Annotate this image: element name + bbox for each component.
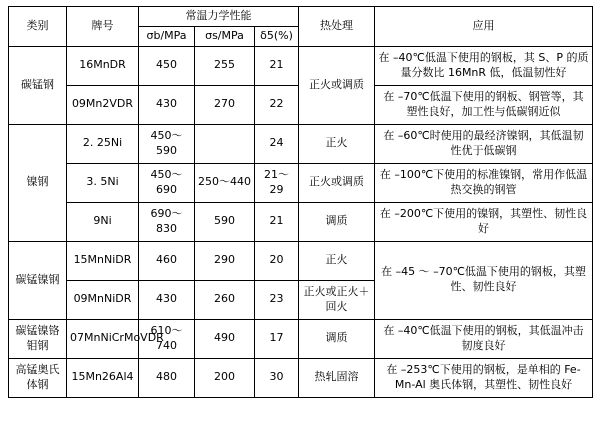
cell-heat-treatment: 正火 [299,124,375,163]
cell-sigma-s [195,124,255,163]
cell-sigma-s: 590 [195,202,255,241]
cell-sigma-s: 270 [195,85,255,124]
header-category: 类别 [9,7,67,47]
cell-grade: 07MnNiCrMoVDR [67,319,139,358]
cell-category: 碳锰镍铬钼钢 [9,319,67,358]
header-mechanical-properties: 常温力学性能 [139,7,299,27]
cell-delta5: 23 [255,280,299,319]
cell-sigma-b: 610～740 [139,319,195,358]
table-row [9,202,593,241]
cell-grade: 9Ni [67,202,139,241]
cell-delta5: 30 [255,358,299,397]
cell-delta5: 20 [255,241,299,280]
cell-delta5: 22 [255,85,299,124]
cell-heat-treatment: 调质 [299,319,375,358]
cell-category: 镍钢 [9,124,67,241]
cell-sigma-s: 490 [195,319,255,358]
cell-sigma-b: 450～590 [139,124,195,163]
header-delta5: δ5(%) [255,26,299,46]
cell-heat-treatment: 正火 [299,241,375,280]
cell-application: 在 –100℃下使用的标准镍钢，常用作低温热交换的钢管 [375,163,593,202]
table-row [9,358,593,397]
header-sigma-b: σb/MPa [139,26,195,46]
cell-sigma-s: 260 [195,280,255,319]
cell-sigma-b: 690～830 [139,202,195,241]
cell-grade: 16MnDR [67,46,139,85]
cell-application: 在 –60℃时使用的最经济镍钢，其低温韧性优于低碳钢 [375,124,593,163]
cell-application: 在 –70℃低温下使用的钢板、钢管等，其塑性良好，加工性与低碳钢近似 [375,85,593,124]
cell-grade: 3. 5Ni [67,163,139,202]
cell-grade: 09MnNiDR [67,280,139,319]
cell-sigma-b: 450 [139,46,195,85]
cell-heat-treatment: 正火或调质 [299,163,375,202]
header-application: 应用 [375,7,593,47]
cell-category: 碳锰镍钢 [9,241,67,319]
cell-grade: 09Mn2VDR [67,85,139,124]
cell-heat-treatment: 正火或调质 [299,46,375,124]
cell-grade: 15MnNiDR [67,241,139,280]
header-heat-treatment: 热处理 [299,7,375,47]
table-row [9,46,593,85]
cell-sigma-b: 430 [139,280,195,319]
cell-application: 在 –253℃下使用的钢板，是单相的 Fe-Mn-Al 奥氏体钢，其塑性、韧性良好 [375,358,593,397]
low-temperature-steel-table [8,6,593,398]
cell-heat-treatment: 热轧固溶 [299,358,375,397]
cell-delta5: 17 [255,319,299,358]
cell-sigma-s: 290 [195,241,255,280]
cell-delta5: 24 [255,124,299,163]
cell-delta5: 21～29 [255,163,299,202]
header-sigma-s: σs/MPa [195,26,255,46]
cell-application: 在 –40℃低温下使用的钢板，其低温冲击韧度良好 [375,319,593,358]
table-header-row-top [9,7,593,27]
cell-application: 在 –45 ～ –70℃低温下使用的钢板，其塑性、韧性良好 [375,241,593,319]
header-grade: 牌号 [67,7,139,47]
document-page [0,6,600,448]
cell-sigma-b: 460 [139,241,195,280]
cell-sigma-b: 430 [139,85,195,124]
cell-grade: 15Mn26Al4 [67,358,139,397]
cell-category: 高锰奥氏体钢 [9,358,67,397]
cell-delta5: 21 [255,202,299,241]
cell-delta5: 21 [255,46,299,85]
cell-category: 碳锰钢 [9,46,67,124]
table-row [9,319,593,358]
table-row [9,124,593,163]
cell-heat-treatment: 调质 [299,202,375,241]
table-row [9,163,593,202]
cell-heat-treatment: 正火或正火＋回火 [299,280,375,319]
cell-sigma-s: 200 [195,358,255,397]
cell-application: 在 –200℃下使用的镍钢，其塑性、韧性良好 [375,202,593,241]
cell-sigma-s: 250～440 [195,163,255,202]
cell-sigma-b: 450～690 [139,163,195,202]
cell-application: 在 –40℃低温下使用的钢板，其 S、P 的质量分数比 16MnR 低，低温韧性好 [375,46,593,85]
cell-sigma-b: 480 [139,358,195,397]
cell-grade: 2. 25Ni [67,124,139,163]
cell-sigma-s: 255 [195,46,255,85]
table-row [9,241,593,280]
